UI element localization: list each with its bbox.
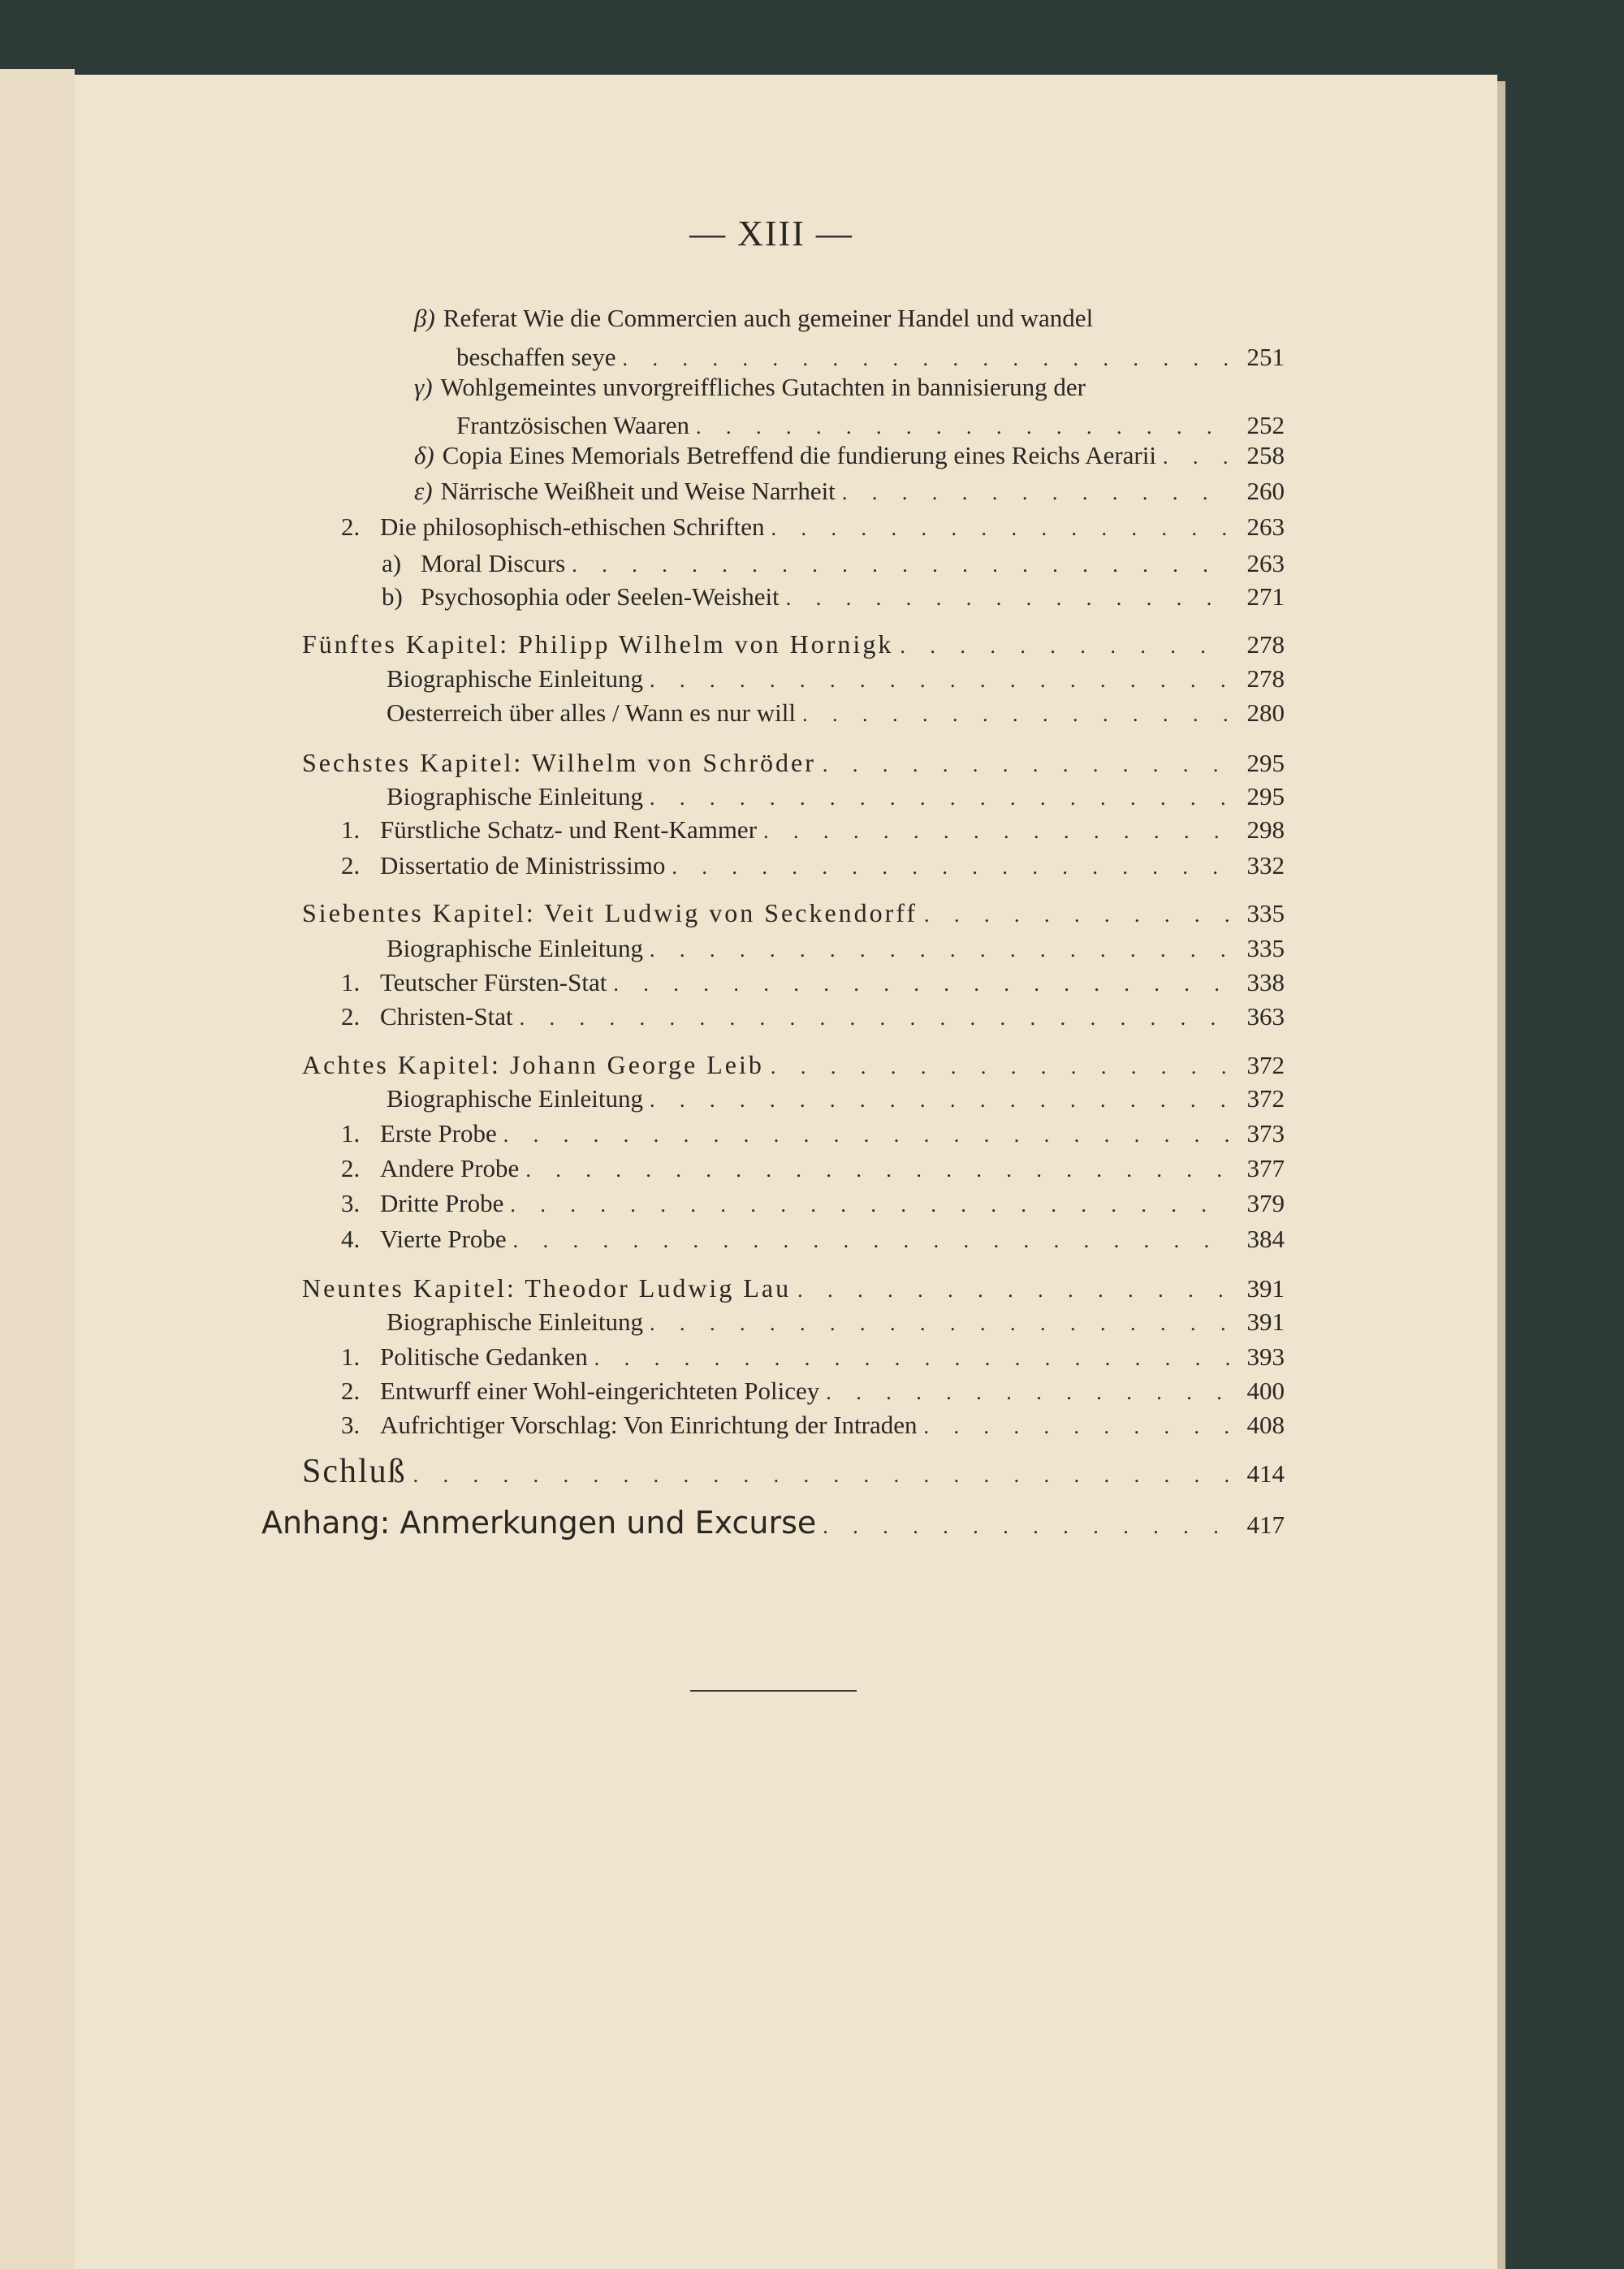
entry-page: 372 [1246,1051,1285,1079]
entry-page: 377 [1246,1154,1285,1182]
entry-title: Fürstliche Schatz- und Rent-Kammer [380,815,758,844]
entry-number: 2. [341,1377,361,1405]
dot-leader [823,753,1231,777]
entry-number: 2. [341,851,361,880]
dot-leader [510,1193,1231,1217]
entry-title: Dritte Probe [380,1189,504,1217]
entry-title: Vierte Probe [380,1225,507,1253]
toc-entry [341,1154,1285,1183]
entry-page: 335 [1246,934,1285,962]
left-page-edge [0,69,75,2269]
toc-entry [387,698,1285,728]
toc-entry [302,1452,1285,1491]
entry-page: 278 [1246,664,1285,693]
entry-title-continued: beschaffen seye [456,343,616,371]
toc-entry [387,1307,1285,1337]
entry-title: Anhang: Anmerkungen und Excurse [261,1505,817,1541]
entry-number: b) [382,582,403,611]
entry-title: Biographische Einleitung [387,664,643,693]
entry-page: 298 [1246,815,1285,844]
entry-page: 263 [1246,549,1285,577]
dot-leader [650,1088,1231,1113]
page-shadow [1497,81,1505,2269]
entry-title: Achtes Kapitel: Johann George Leib [302,1050,764,1079]
entry-number: 1. [341,1119,361,1147]
dot-leader [771,516,1231,541]
entry-title: Sechstes Kapitel: Wilhelm von Schröder [302,748,816,777]
dot-leader [672,855,1231,880]
entry-title: Biographische Einleitung [387,1084,643,1113]
entry-page: 400 [1246,1377,1285,1405]
dot-leader [696,415,1231,439]
entry-number: 2. [341,512,361,541]
entry-title: Oesterreich über alles / Wann es nur will [387,698,796,727]
dot-leader [413,1463,1231,1488]
toc-entry [341,968,1285,997]
end-rule [690,1690,857,1692]
toc-entry [341,1002,1285,1031]
toc-entry [387,934,1285,963]
toc-entry [382,582,1285,612]
dot-leader [842,481,1231,505]
toc-entry [341,1377,1285,1406]
entry-number: 2. [341,1002,361,1031]
entry-number: a) [382,549,402,577]
dot-leader [650,668,1231,693]
toc-entry [341,851,1285,880]
dot-leader [650,1312,1231,1336]
dot-leader [650,938,1231,962]
dot-leader [771,1055,1231,1079]
entry-title: Entwurff einer Wohl-eingerichteten Policey [380,1377,820,1405]
entry-page: 332 [1246,851,1285,880]
toc-entry [341,512,1285,542]
entry-page: 338 [1246,968,1285,996]
entry-number: 1. [341,1342,361,1371]
toc-entry [341,1225,1285,1254]
dot-leader [823,1515,1231,1539]
dot-leader [802,702,1231,727]
entry-title: Fünftes Kapitel: Philipp Wilhelm von Hornigk [302,629,894,659]
toc-entry [414,477,1285,506]
entry-title: Erste Probe [380,1119,497,1147]
dot-leader [786,586,1231,611]
entry-symbol: β) [414,304,435,332]
dot-leader [623,347,1231,371]
entry-page: 391 [1246,1274,1285,1303]
entry-page: 335 [1246,899,1285,927]
toc-entry [387,1084,1285,1113]
entry-page: 408 [1246,1411,1285,1439]
entry-page: 251 [1246,343,1285,371]
toc-chapter [302,1050,1285,1080]
entry-title: Psychosophia oder Seelen-Weisheit [421,582,780,611]
entry-title: Politische Gedanken [380,1342,588,1371]
entry-title: Moral Discurs [421,549,566,577]
entry-page: 417 [1246,1511,1285,1539]
toc-entry-continuation [456,411,1285,440]
entry-number: 1. [341,968,361,996]
entry-page: 379 [1246,1189,1285,1217]
entry-page: 252 [1246,411,1285,439]
toc-chapter [302,1273,1285,1303]
entry-title: Dissertatio de Ministrissimo [380,851,666,880]
entry-title: Neuntes Kapitel: Theodor Ludwig Lau [302,1273,792,1303]
toc-chapter [302,898,1285,928]
toc-entry [387,664,1285,694]
entry-page: 363 [1246,1002,1285,1031]
entry-title-continued: Frantzösischen Waaren [456,411,690,439]
entry-number: 2. [341,1154,361,1182]
entry-page: 278 [1246,630,1285,659]
entry-number: 1. [341,815,361,844]
entry-title: Siebentes Kapitel: Veit Ludwig von Seckendorff [302,898,918,927]
dot-leader [513,1229,1231,1253]
dot-leader [503,1123,1231,1147]
dot-leader [520,1006,1231,1031]
toc-entry [341,1119,1285,1148]
dot-leader [613,972,1231,996]
dot-leader [650,786,1231,810]
entry-symbol: ε) [414,477,433,505]
entry-page: 393 [1246,1342,1285,1371]
toc-chapter [302,629,1285,659]
entry-page: 295 [1246,782,1285,810]
dot-leader [924,903,1231,927]
toc-entry [414,304,1285,333]
toc-entry [341,1411,1285,1440]
toc-entry [382,549,1285,578]
entry-page: 384 [1246,1225,1285,1253]
dot-leader [826,1381,1231,1405]
entry-page: 271 [1246,582,1285,611]
entry-page: 258 [1246,441,1285,469]
dot-leader [572,553,1231,577]
toc-entry-continuation [456,343,1285,372]
dot-leader [594,1346,1231,1371]
entry-title: Andere Probe [380,1154,520,1182]
entry-symbol: γ) [414,373,433,401]
dot-leader [900,634,1231,659]
entry-title: Närrische Weißheit und Weise Narrheit [440,477,836,505]
entry-page: 263 [1246,512,1285,541]
toc-entry [387,782,1285,811]
entry-number: 4. [341,1225,361,1253]
entry-title: Biographische Einleitung [387,782,643,810]
entry-title: Biographische Einleitung [387,934,643,962]
entry-page: 372 [1246,1084,1285,1113]
dot-leader [797,1278,1231,1303]
toc-entry [341,815,1285,845]
toc-chapter [302,748,1285,778]
entry-symbol: δ) [414,441,434,469]
entry-title: Biographische Einleitung [387,1307,643,1336]
entry-number: 3. [341,1411,361,1439]
toc-entry [341,1189,1285,1218]
entry-title: Aufrichtiger Vorschlag: Von Einrichtung der Intraden [380,1411,918,1439]
entry-title: Wohlgemeintes unvorgreiffliches Gutachten in bannisierung der [440,373,1086,401]
toc-entry [341,1342,1285,1372]
entry-page: 295 [1246,749,1285,777]
dot-leader [1163,445,1231,469]
toc-entry [261,1505,1285,1541]
entry-title: Die philosophisch-ethischen Schriften [380,512,765,541]
toc-entry [414,373,1285,402]
dot-leader [525,1158,1231,1182]
entry-title: Referat Wie die Commercien auch gemeiner Handel und wandel [443,304,1094,332]
entry-page: 260 [1246,477,1285,505]
entry-page: 414 [1246,1459,1285,1488]
entry-title: Schluß [302,1453,407,1490]
dot-leader [923,1415,1231,1439]
toc-entry [414,441,1285,470]
dot-leader [763,819,1231,844]
page-number: — XIII — [689,214,853,253]
entry-title: Christen-Stat [380,1002,513,1031]
entry-number: 3. [341,1189,361,1217]
entry-page: 373 [1246,1119,1285,1147]
entry-title: Teutscher Fürsten-Stat [380,968,607,996]
entry-page: 280 [1246,698,1285,727]
entry-title: Copia Eines Memorials Betreffend die fundierung eines Reichs Aerarii [442,441,1156,469]
entry-page: 391 [1246,1307,1285,1336]
